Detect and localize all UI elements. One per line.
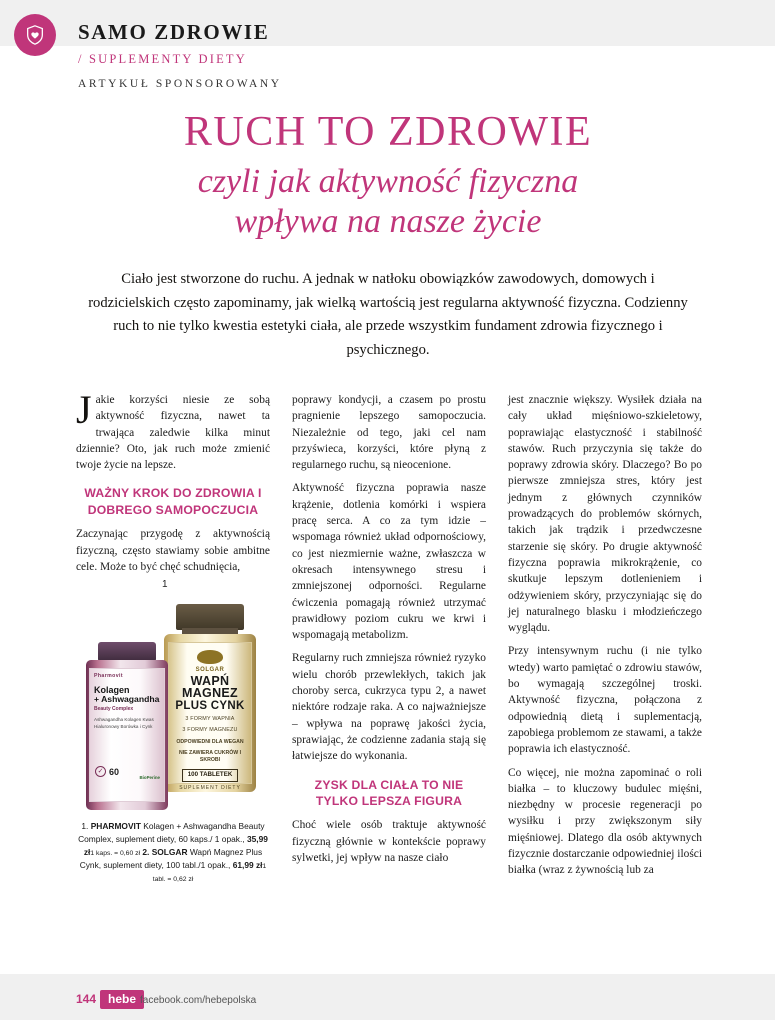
sponsored-label: ARTYKUŁ SPONSOROWANY [78, 78, 282, 90]
caption-item-2-price: 61,99 zł [232, 859, 263, 870]
column-2-paragraph-1: poprawy kondycji, a czasem po prostu pragnienie lepszego samopoczucia. Niezależnie od tego, jaki cel nam przyświeca, korzyści, które płyną z regularnego ruchu, są nieocenione. [292, 394, 486, 472]
shield-heart-icon [24, 24, 46, 46]
solgar-body [164, 634, 256, 792]
headline-subline-1: czyli jak aktywność fizyczna [197, 163, 579, 200]
hebe-brand-logo: hebe [100, 990, 144, 1009]
column-3-paragraph-1: jest znacznie większy. Wysiłek działa na cały układ mięśniowo-szkieletowy, poprawiając elastyczność i stabilność stawów. Ruch przyczynia się także do poprawy zdrowia skóry. Dlaczego? Bo po pierwsze zmniejsza stres, który jest jednym z głównych czynników prowadzących do problemów skórnych, takich jak trądzik i przedwczesne starzenie się skóry. Po drugie aktywność fizyczna poprawia mikrokrążenie, co skutkuje lepszym dotlenieniem i odżywieniem skóry, przyczyniając się do jej naturalnego blasku i młodzieńczego wyglądu. [508, 394, 702, 635]
solgar-label [168, 642, 252, 792]
solgar-logo-icon [197, 650, 223, 664]
column-1-intro-paragraph [76, 387, 270, 473]
product-caption [76, 820, 270, 885]
pharmovit-title-line-2: + Ashwagandha [94, 694, 160, 705]
solgar-desc-line-1: 3 FORMY WAPNIA [185, 715, 235, 722]
section-kicker [78, 20, 269, 67]
solgar-claim-line-1: ODPOWIEDNI DLA WEGAN [176, 738, 244, 745]
pharmovit-count: 60 [109, 767, 120, 778]
product-label-1: 1 [162, 579, 168, 591]
pharmovit-cap [98, 642, 156, 662]
caption-item-1-text: Kolagen + Ashwagandha Beauty Complex, suplement diety, 60 kaps./ 1 opak., [78, 821, 265, 844]
article-headline [78, 108, 698, 242]
solgar-cap [176, 604, 244, 630]
pharmovit-check-icon: ✓ [95, 766, 106, 777]
caption-item-1-unit: 1 kaps. = 0,60 zł [90, 849, 141, 857]
column-3 [508, 392, 702, 952]
pharmovit-title-line-1: Kolagen [94, 684, 130, 695]
solgar-desc-line-2: 3 FORMY MAGNEZU [182, 727, 238, 734]
solgar-claim-line-2: NIE ZAWIERA CUKRÓW I SKROBI [178, 749, 242, 763]
lead-paragraph: Ciało jest stworzone do ruchu. A jednak w natłoku obowiązków zawodowych, domowych i rodzicielskich często zapominamy, jak wielką wartością jest regularna aktywność fizyczna. Codzienny ruch to nie tylko kwestia estetyki ciała, ale przede wszystkim fundament zdrowia fizycznego i psychicznego. [88, 271, 688, 358]
column-2-paragraph-3: Regularny ruch zmniejsza również ryzyko wielu chorób przewlekłych, takich jak choroby serca, cukrzyca typu 2, a nawet niektóre rodzaje raka. A co najważniejsze – wpływa na poprawę jakości życia, sprawiając, że codzienne zadania stają się łatwiejsze do wykonania. [292, 652, 486, 763]
column-2-paragraph-4: Choć wiele osób traktuje aktywność fizyczną głównie w kontekście poprawy sylwetki, jej wpływ na nasze ciało [292, 819, 486, 865]
solgar-title-line-2: PLUS CYNK [175, 699, 245, 712]
headline-subline-2: wpływa na nasze życie [234, 203, 542, 241]
solgar-brand: SOLGAR [195, 667, 225, 674]
product-bottle-pharmovit [86, 642, 170, 812]
caption-item-1-brand: PHARMOVIT [90, 821, 141, 832]
column-1-subheading: WAŻNY KROK DO ZDROWIA I DOBREGO SAMOPOCZUCIA [84, 486, 262, 517]
section-title: SAMO ZDROWIE [78, 20, 270, 44]
pharmovit-body [86, 660, 168, 810]
column-3-paragraph-3: Co więcej, nie można zapominać o roli białka – to kluczowy budulec mięśni, niezbędny w procesie regeneracji po wysiłku i przy zwiększonym siły mięśniowej. Dlatego dla osób aktywnych fizycznie dostarczanie odpowiedniej ilości białka (wraz z żywnością lub za [508, 766, 702, 877]
column-2-paragraph-2: Aktywność fizyczna poprawia nasze krążenie, dotlenia komórki i wspiera pracę serca. A co za tym idzie – wspomaga również układ odpornościowy, co jest niezmiernie ważne, zwłaszcza w okresach intensywnego stresu i zmniejszonej odporności. Regularne ćwiczenia pomagają również utrzymać prawidłowy poziom cukru we krwi i wspomagają metabolizm. [292, 482, 486, 642]
pharmovit-label [89, 668, 165, 802]
caption-item-2-unit: 1 tabl. = 0,62 zł [152, 862, 267, 883]
column-1-paragraph-1: Zaczynając przygodę z aktywnością fizyczną, często stawiamy sobie ambitne cele. Może to być chęć schudnięcia, [76, 528, 270, 574]
solgar-title-line-1: WAPŃ MAGNEZ [182, 673, 238, 701]
caption-item-2-number: 2. [142, 846, 150, 857]
section-subtitle: / SUPLEMENTY DIETY [78, 52, 247, 66]
pharmovit-badge: BioPerine [139, 775, 160, 781]
caption-item-2-brand: SOLGAR [151, 846, 188, 857]
caption-item-1-price: 35,99 zł [83, 833, 268, 857]
page-number: 144 [76, 992, 97, 1006]
pharmovit-description: Ashwagandha Kolagen Kwas Hialuronowy Borówka i Cynk [94, 717, 154, 729]
solgar-type: SUPLEMENT DIETY [179, 785, 241, 792]
caption-item-1-number: 1. [81, 821, 89, 832]
column-2 [292, 392, 486, 952]
drop-cap: J [76, 387, 92, 432]
caption-item-2-text: Wapń Magnez Plus Cynk, suplement diety, 100 tabl./1 opak., [79, 846, 263, 870]
column-2-subheading: ZYSK DLA CIAŁA TO NIE TYLKO LEPSZA FIGURA [314, 777, 464, 808]
pharmovit-brand: Pharmovit [94, 673, 123, 680]
headline-main: RUCH TO ZDROWIE [183, 109, 593, 155]
column-1-intro-text: akie korzyści niesie ze sobą aktywność fizyczna, nawet ta trwająca zaledwie kilka minut dziennie? Oto, jak ruch może zmienić twoje życie na lepsze. [76, 394, 270, 472]
article-columns [76, 387, 702, 952]
product-bottle-solgar [162, 604, 258, 794]
column-3-paragraph-2: Przy intensywnym ruchu (i nie tylko wtedy) warto pamiętać o zdrowiu stawów, bo wymagają szczególnej troski. Aktywność fizyczna, połączona z odpowiednią dietą i suplementacją, zapobiega problemom ze stawami, a także poprawia ich elastyczność. [508, 645, 702, 756]
solgar-count: 100 TABLETEK [182, 769, 238, 783]
product-photo [76, 579, 270, 812]
pharmovit-subtitle: Beauty Complex [94, 706, 134, 713]
social-link[interactable]: facebook.com/hebepolska [140, 995, 257, 1006]
hebe-logo-badge [14, 14, 56, 56]
column-1 [76, 387, 270, 952]
